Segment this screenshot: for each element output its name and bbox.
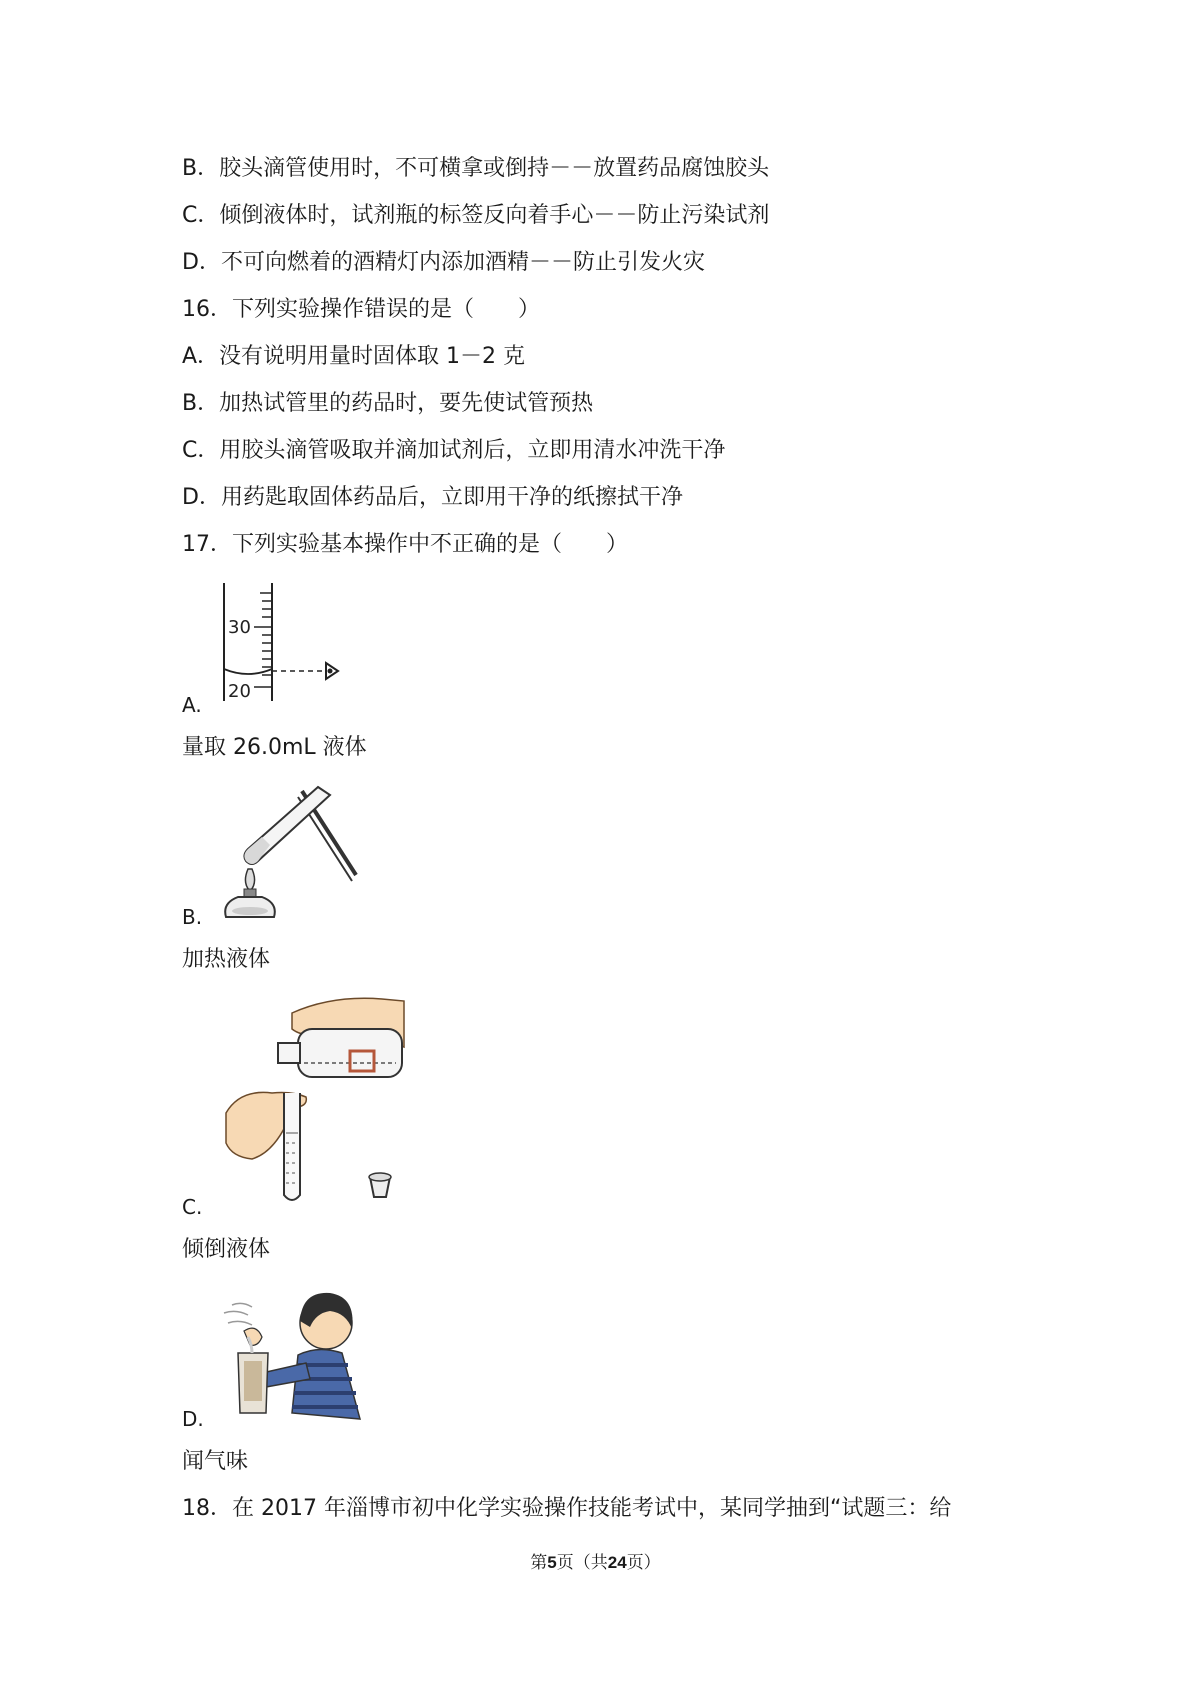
pouring-liquid-figure [222, 993, 407, 1213]
question-16: 16．下列实验操作错误的是（ ） [182, 297, 540, 322]
cylinder-tick-20: 20 [228, 681, 251, 702]
option-c-q15: C．倾倒液体时，试剂瓶的标签反向着手心－－防止污染试剂 [182, 203, 770, 228]
heating-liquid-figure [218, 783, 368, 923]
option-d-q15: D．不可向燃着的酒精灯内添加酒精－－防止引发火灾 [182, 250, 705, 275]
option-d-q16: D．用药匙取固体药品后，立即用干净的纸擦拭干净 [182, 485, 683, 510]
footer-mid: 页（共 [556, 1553, 608, 1573]
option-a-q16: A．没有说明用量时固体取 1－2 克 [182, 344, 526, 369]
question-18: 18．在 2017 年淄博市初中化学实验操作技能考试中，某同学抽到“试题三：给 [182, 1496, 952, 1521]
figure-c-caption: 倾倒液体 [182, 1237, 271, 1262]
figure-a-letter: A. [182, 693, 202, 717]
question-17: 17．下列实验基本操作中不正确的是（ ） [182, 532, 628, 557]
figure-d-letter: D. [182, 1407, 204, 1431]
graduated-cylinder-figure [214, 583, 354, 708]
figure-b-letter: B. [182, 905, 203, 929]
figure-c-letter: C. [182, 1195, 203, 1219]
footer-suffix: 页） [626, 1553, 661, 1573]
option-b-q15: B．胶头滴管使用时，不可横拿或倒持－－放置药品腐蚀胶头 [182, 156, 770, 181]
footer-page-number: 5 [547, 1553, 557, 1572]
cylinder-tick-30: 30 [228, 617, 251, 638]
smelling-gas-figure [222, 1283, 372, 1423]
option-b-q16: B．加热试管里的药品时，要先使试管预热 [182, 391, 594, 416]
footer-total-pages: 24 [607, 1553, 627, 1572]
figure-a-caption: 量取 26.0mL 液体 [182, 735, 367, 760]
option-c-q16: C．用胶头滴管吸取并滴加试剂后，立即用清水冲洗干净 [182, 438, 726, 463]
page-footer [0, 1548, 1191, 1573]
footer-prefix: 第 [530, 1553, 548, 1573]
figure-d-caption: 闻气味 [182, 1449, 249, 1474]
figure-b-caption: 加热液体 [182, 947, 271, 972]
